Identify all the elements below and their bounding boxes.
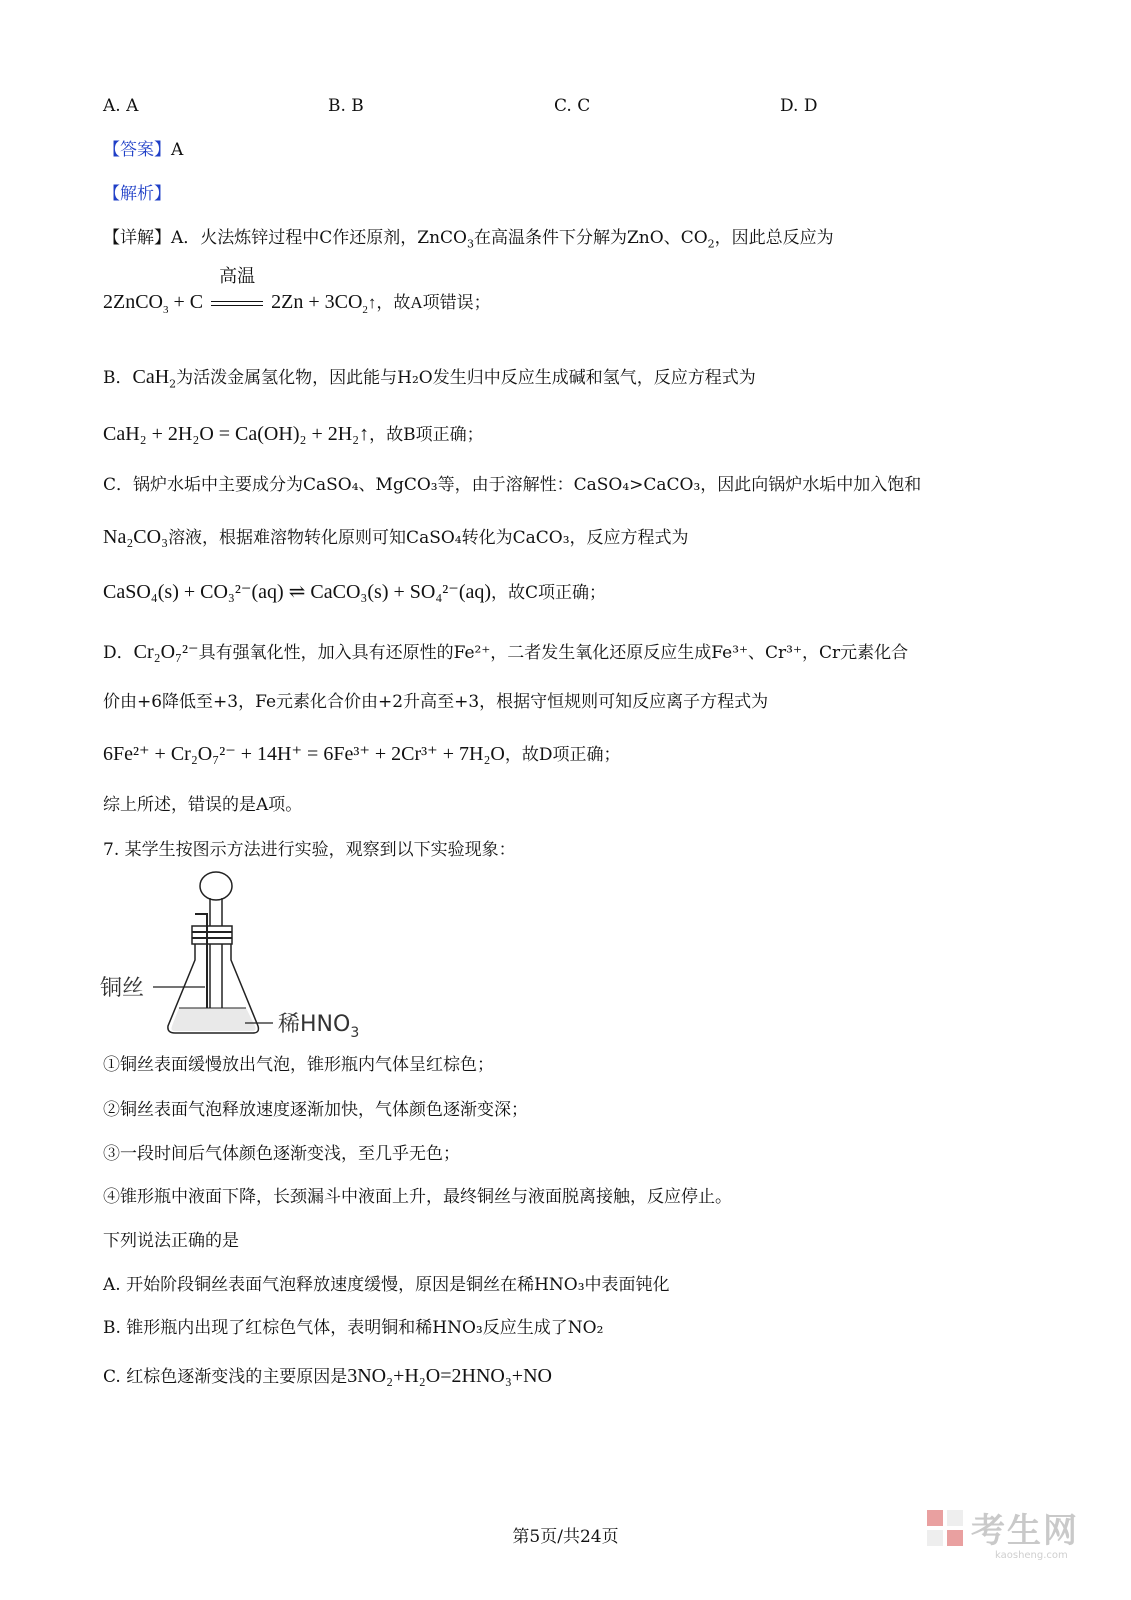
flask-apparatus-figure bbox=[95, 868, 395, 1043]
detail-a-line: 【详解】A．火法炼锌过程中C作还原剂，ZnCO$_3$在高温条件下分解为ZnO、$CO_2$，因此总反应为 bbox=[103, 228, 834, 251]
q7-stem: 7. 某学生按图示方法进行实验，观察到以下实验现象： bbox=[103, 840, 516, 860]
analysis-label: 【解析】 bbox=[103, 184, 171, 204]
equation-b: CaH₂ + 2H₂O = Ca(OH)₂ + 2H₂↑，故B项正确； bbox=[103, 423, 484, 445]
choice-c: C. 红棕色逐渐变浅的主要原因是3NO₂+H₂O=2HNO₃+NO bbox=[103, 1365, 552, 1387]
watermark-url: kaosheng.com bbox=[995, 1550, 1068, 1561]
reaction-condition: 高温 bbox=[208, 290, 266, 314]
label-dilute-hno3: 稀$HNO_3$ bbox=[278, 1012, 360, 1041]
detail-d-line1: D．Cr₂O₇²⁻具有强氧化性，加入具有还原性的Fe²⁺，二者发生氧化还原反应生成Fe³⁺、Cr³⁺，Cr元素化合 bbox=[103, 641, 909, 663]
detail-c-line2: Na₂CO₃溶液，根据难溶物转化原则可知CaSO₄转化为CaCO₃，反应方程式为 bbox=[103, 526, 689, 548]
observation-1: ①铜丝表面缓慢放出气泡，锥形瓶内气体呈红棕色； bbox=[103, 1055, 494, 1075]
option-c-top: C. C bbox=[554, 96, 591, 116]
observation-2: ②铜丝表面气泡释放速度逐渐加快，气体颜色逐渐变深； bbox=[103, 1100, 528, 1120]
watermark bbox=[925, 1503, 1079, 1552]
detail-label: 【详解】 bbox=[103, 228, 171, 248]
choice-b: B. 锥形瓶内出现了红棕色气体，表明铜和稀HNO₃反应生成了NO₂ bbox=[103, 1318, 604, 1338]
option-a-top: A. A bbox=[103, 96, 139, 116]
detail-d-line2: 价由+6降低至+3，Fe元素化合价由+2升高至+3，根据守恒规则可知反应离子方程式为 bbox=[103, 692, 769, 712]
stopper bbox=[192, 926, 232, 944]
detail-b-line: B．CaH$_2$为活泼金属氢化物，因此能与H₂O发生归中反应生成碱和氢气，反应方程式为 bbox=[103, 366, 756, 391]
equation-d: 6Fe²⁺ + Cr₂O₇²⁻ + 14H⁺ = 6Fe³⁺ + 2Cr³⁺ + 7H₂O，故D项正确； bbox=[103, 743, 621, 765]
observation-3: ③一段时间后气体颜色逐渐变浅，至几乎无色； bbox=[103, 1144, 460, 1164]
kaosheng-logo-icon bbox=[925, 1508, 965, 1548]
funnel-bowl bbox=[200, 872, 232, 900]
answer-label: 【答案】 bbox=[103, 140, 171, 160]
equation-a: 2ZnCO$_3$ + C 高温 $2Zn + 3CO_2↑$，故A项错误； bbox=[103, 266, 491, 316]
watermark-text: 考生网 bbox=[971, 1511, 1079, 1551]
option-d-top: D. D bbox=[780, 96, 818, 116]
acid-liquid bbox=[171, 1008, 255, 1031]
answer-line bbox=[103, 140, 183, 160]
page-footer: 第5页/共24页 bbox=[512, 1527, 619, 1547]
q7-prompt: 下列说法正确的是 bbox=[103, 1231, 239, 1251]
summary: 综上所述，错误的是A项。 bbox=[103, 795, 303, 815]
label-copper-wire: 铜丝 bbox=[100, 976, 145, 1001]
choice-a: A. 开始阶段铜丝表面气泡释放速度缓慢，原因是铜丝在稀HNO₃中表面钝化 bbox=[103, 1275, 670, 1295]
answer-value: A bbox=[171, 140, 184, 160]
detail-c-line1: C．锅炉水垢中主要成分为CaSO₄、MgCO₃等，由于溶解性：CaSO₄>CaCO₃，因此向锅炉水垢中加入饱和 bbox=[103, 475, 922, 495]
option-b-top: B. B bbox=[328, 96, 364, 116]
equation-c: CaSO₄(s) + CO₃²⁻(aq) ⇌ CaCO₃(s) + SO₄²⁻(aq)，故C项正确； bbox=[103, 581, 607, 603]
observation-4: ④锥形瓶中液面下降，长颈漏斗中液面上升，最终铜丝与液面脱离接触，反应停止。 bbox=[103, 1187, 732, 1207]
